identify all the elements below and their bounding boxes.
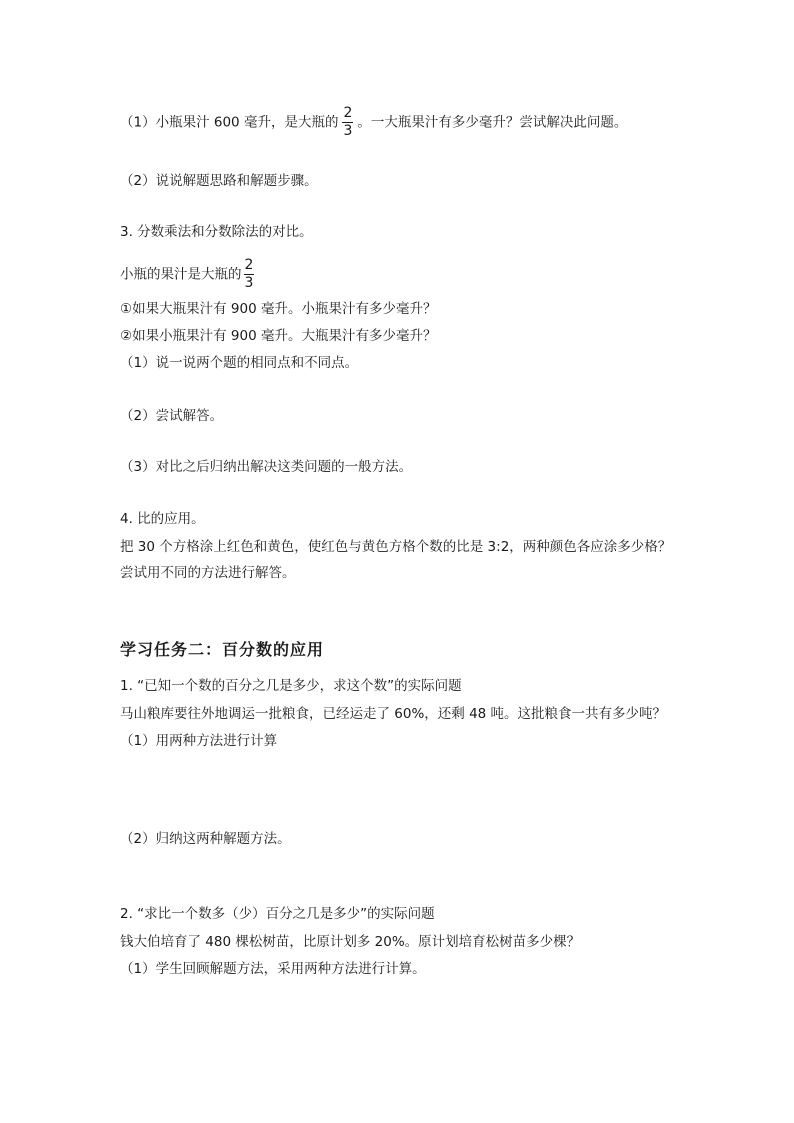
item-3-case-1: ①如果大瓶果汁有 900 毫升。小瓶果汁有多少毫升？ [120,301,437,317]
question-1 [120,106,627,139]
s2-item-1-sub-2: （2）归纳这两种解题方法。 [120,831,291,847]
s2-item-2-title: 2. “求比一个数多（少）百分之几是多少”的实际问题 [120,906,435,922]
question-1-text-before: （1）小瓶果汁 600 毫升，是大瓶的 [120,114,339,131]
item-3-intro-text: 小瓶的果汁是大瓶的 [120,266,242,283]
item-4-hint: 尝试用不同的方法进行解答。 [120,565,296,581]
s2-item-1-problem: 马山粮库要往外地调运一批粮食，已经运走了 60%，还剩 48 吨。这批粮食一共有多少吨？ [120,706,667,722]
question-1-text-after: 。一大瓶果汁有多少毫升？尝试解决此问题。 [357,114,628,131]
item-3-sub-2: （2）尝试解答。 [120,408,224,424]
question-2: （2）说说解题思路和解题步骤。 [120,173,318,189]
s2-item-2-sub-1: （1）学生回顾解题方法，采用两种方法进行计算。 [120,961,426,977]
s2-item-2-problem: 钱大伯培育了 480 棵松树苗，比原计划多 20%。原计划培育松树苗多少棵？ [120,934,581,950]
item-3-title: 3. 分数乘法和分数除法的对比。 [120,224,313,240]
s2-item-1-title: 1. “已知一个数的百分之几是多少，求这个数”的实际问题 [120,678,462,694]
item-3-intro [120,258,258,291]
item-4-problem: 把 30 个方格涂上红色和黄色，使红色与黄色方格个数的比是 3:2，两种颜色各应涂多少格？ [120,539,672,555]
item-4-title: 4. 比的应用。 [120,511,205,527]
item-3-sub-3: （3）对比之后归纳出解决这类问题的一般方法。 [120,459,413,475]
item-3-sub-1: （1）说一说两个题的相同点和不同点。 [120,355,359,371]
fraction-two-thirds: $\frac{2}{3}$ [343,105,353,139]
fraction-two-thirds: $\frac{2}{3}$ [244,257,254,291]
s2-item-1-sub-1: （1）用两种方法进行计算 [120,733,278,749]
section-heading: 学习任务二：百分数的应用 [120,640,325,659]
item-3-case-2: ②如果小瓶果汁有 900 毫升。大瓶果汁有多少毫升？ [120,328,437,344]
